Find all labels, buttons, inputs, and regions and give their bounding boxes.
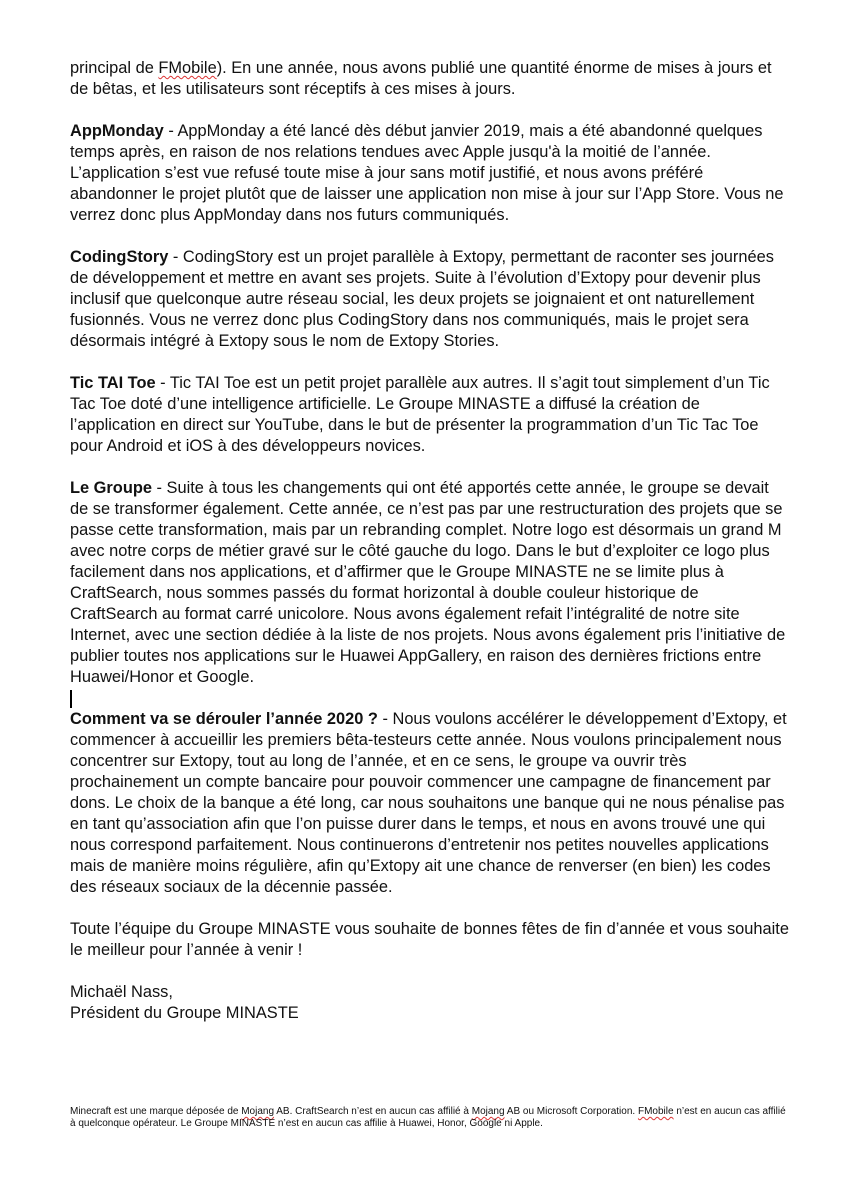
paragraph-annee-2020	[70, 709, 790, 898]
section-title-tictaitoe: Tic TAI Toe	[70, 374, 156, 392]
paragraph-tictaitoe	[70, 373, 790, 457]
paragraph-text: Nous voulons accélérer le développement d’Extopy, et commencer à accueillir les premiers bêta-testeurs cette année. Nous voulons principalement nous concentrer sur Extopy, tout au long de l’année, et en ce sens, le groupe va ouvrir très prochainement un compte bancaire pour pouvoir commencer une campagne de financement par dons. Le choix de la banque a été long, car nous souhaitons une banque qui ne nous pénalise pas en tant qu’association afin que l’on puisse durer dans le temps, et nous en avons trouvé une qui nous correspond parfaitement. Nous continuerons d’entretenir nos petites nouvelles applications mais de manière moins régulière, afin qu’Extopy ait une chance de renverser (en bien) les codes des réseaux sociaux de la décennie passée.	[70, 710, 787, 896]
paragraph-text: CodingStory est un projet parallèle à Extopy, permettant de raconter ses journées de développement et mettre en avant ses projets. Suite à l’évolution d’Extopy pour devenir plus inclusif que quelconque autre réseau social, les deux projets se joignaient et ont naturellement fusionnés. Vous ne verrez donc plus CodingStory dans nos communiqués, mais le projet sera désormais intégré à Extopy sous le nom de Extopy Stories.	[70, 248, 774, 350]
signature-name: Michaël Nass,	[70, 983, 173, 1001]
footnote-text: Minecraft est une marque déposée de	[70, 1106, 242, 1117]
separator: -	[168, 248, 183, 266]
paragraph-text: Suite à tous les changements qui ont été apportés cette année, le groupe se devait de se transformer également. Cette année, ce n’est pas par une restructuration des projets que se passe cette transformation, mais par un rebranding complet. Notre logo est désormais un grand M avec notre corps de métier gravé sur le côté gauche du logo. Dans le but d’exploiter ce logo plus facilement dans nos applications, et d’affirmer que le Groupe MINASTE ne se limite plus à CraftSearch, nous sommes passés du format horizontal à double couleur historique de CraftSearch au format carré unicolore. Nous avons également refait l’intégralité de notre site Internet, avec une section dédiée à la liste de nos projets. Nous avons également pris l’initiative de publier toutes nos applications sur le Huawei AppGallery, en raison des dernières frictions entre Huawei/Honor et Google.	[70, 479, 786, 686]
paragraph-fmobile-end	[70, 58, 790, 100]
spellcheck-word-fmobile[interactable]: FMobile	[158, 59, 217, 77]
separator: -	[377, 710, 393, 728]
signature-block	[70, 982, 790, 1024]
footnote-text: AB. CraftSearch n’est en aucun cas affilié à	[274, 1106, 472, 1117]
section-title-annee-2020: Comment va se dérouler l’année 2020 ?	[70, 710, 378, 728]
section-title-codingstory: CodingStory	[70, 248, 169, 266]
footnote-text: n’est en aucun cas affilié à quelconque opérateur. Le Groupe MINASTE n’est en aucun cas affilie à Huawei, Honor, Google ni Apple.	[70, 1106, 786, 1129]
separator: -	[151, 479, 167, 497]
paragraph-pre: principal de	[70, 59, 159, 77]
spellcheck-word-mojang[interactable]: Mojang	[241, 1106, 275, 1117]
paragraph-text: ). En une année, nous avons publié une quantité énorme de mises à jours et de bêtas, et les utilisateurs sont réceptifs à ces mises à jours.	[70, 59, 772, 98]
paragraph-codingstory	[70, 247, 790, 352]
paragraph-legroupe	[70, 478, 790, 688]
footnote	[70, 1106, 790, 1130]
paragraph-appmonday	[70, 121, 790, 226]
spellcheck-word-mojang[interactable]: Mojang	[471, 1106, 505, 1117]
signature-role: Président du Groupe MINASTE	[70, 1004, 299, 1022]
separator: -	[163, 122, 178, 140]
document-page	[70, 58, 790, 1024]
section-title-appmonday: AppMonday	[70, 122, 164, 140]
spellcheck-word-fmobile[interactable]: FMobile	[637, 1106, 674, 1117]
footnote-text: AB ou Microsoft Corporation.	[504, 1106, 638, 1117]
text-cursor	[70, 690, 72, 708]
section-title-legroupe: Le Groupe	[70, 479, 152, 497]
paragraph-voeux	[70, 919, 790, 961]
separator: -	[155, 374, 170, 392]
text-cursor-line[interactable]	[70, 688, 790, 709]
paragraph-text: Tic TAI Toe est un petit projet parallèle aux autres. Il s’agit tout simplement d’un Tic Tac Toe doté d’une intelligence artificielle. Le Groupe MINASTE a diffusé la création de l’application en direct sur YouTube, dans le but de présenter la programmation d’un Tic Tac Toe pour Android et iOS à des développeurs novices.	[70, 374, 770, 455]
paragraph-text: Toute l’équipe du Groupe MINASTE vous souhaite de bonnes fêtes de fin d’année et vous souhaite le meilleur pour l’année à venir !	[70, 920, 789, 959]
paragraph-text: AppMonday a été lancé dès début janvier 2019, mais a été abandonné quelques temps après, en raison de nos relations tendues avec Apple jusqu'à la moitié de l’année. L’application s’est vue refusé toute mise à jour sans motif justifié, et nous avons préféré abandonner le projet plutôt que de laisser une application non mise à jour sur l’App Store. Vous ne verrez donc plus AppMonday dans nos futurs communiqués.	[70, 122, 784, 224]
